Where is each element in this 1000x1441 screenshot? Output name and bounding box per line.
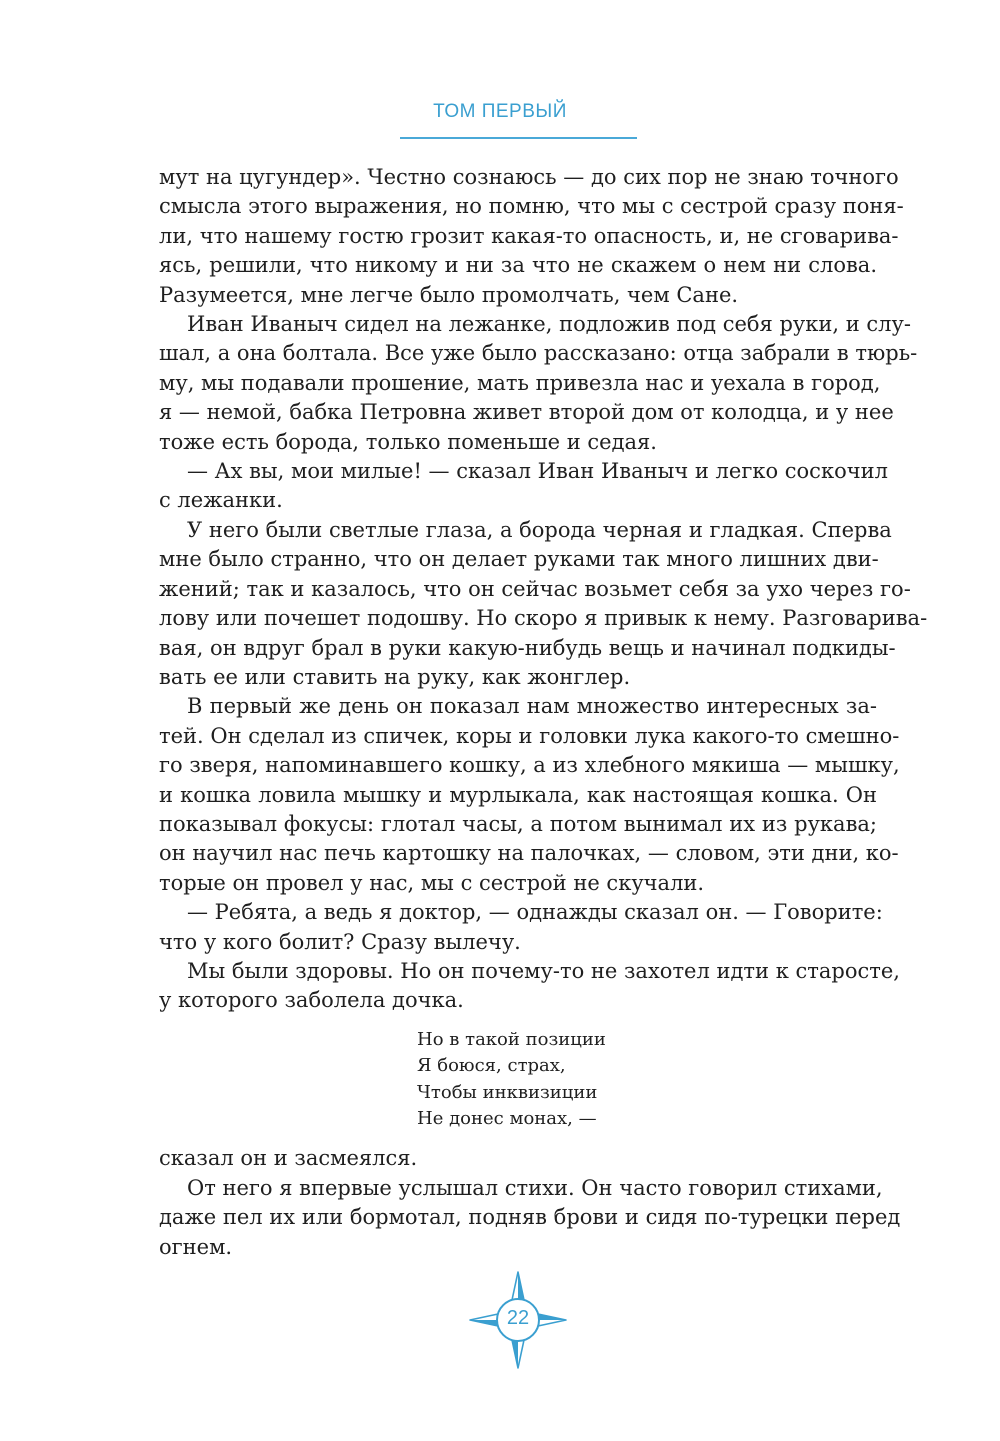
- text-line: вая, он вдруг брал в руки какую-нибудь вещь и начинал подкиды-: [159, 635, 896, 660]
- text-line: мне было странно, что он делает руками так много лишних дви-: [159, 547, 879, 572]
- text-line: смысла этого выражения, но помню, что мы с сестрой сразу поня-: [159, 194, 904, 219]
- text-line: огнем.: [159, 1234, 233, 1259]
- text-line: у которого заболела дочка.: [159, 988, 464, 1013]
- running-title: ТОМ ПЕРВЫЙ: [433, 101, 567, 122]
- poem-stanza: [159, 1027, 877, 1133]
- text-line: шал, а она болтала. Все уже было рассказано: отца забрали в тюрь-: [159, 341, 918, 366]
- text-line: жений; так и казалось, что он сейчас возьмет себя за ухо через го-: [159, 576, 911, 601]
- text-line: Мы были здоровы. Но он почему-то не захотел идти к старосте,: [187, 958, 900, 983]
- text-line: му, мы подавали прошение, мать привезла нас и уехала в город,: [159, 370, 881, 395]
- text-line: От него я впервые услышал стихи. Он часто говорил стихами,: [187, 1175, 883, 1200]
- text-line: вать ее или ставить на руку, как жонглер.: [159, 664, 631, 689]
- text-line: мут на цугундер». Честно сознаюсь — до сих пор не знаю точного: [159, 165, 899, 189]
- header-rule: [400, 137, 637, 139]
- text-line: что у кого болит? Сразу вылечу.: [159, 929, 521, 954]
- text-line: торые он провел у нас, мы с сестрой не скучали.: [159, 870, 705, 895]
- text-line: ли, что нашему гостю грозит какая-то опасность, и, не сговарива-: [159, 223, 899, 248]
- poem-line: Чтобы инквизиции: [417, 1081, 598, 1103]
- text-line: тоже есть борода, только поменьше и седая.: [159, 429, 657, 454]
- text-line: и кошка ловила мышку и мурлыкала, как настоящая кошка. Он: [159, 782, 877, 807]
- page-number-ornament: [468, 1270, 568, 1370]
- text-line: У него были светлые глаза, а борода черная и гладкая. Сперва: [187, 517, 892, 542]
- text-line: В первый же день он показал нам множество интересных за-: [187, 694, 877, 719]
- body-text: [159, 163, 928, 1262]
- poem-line: Не донес монах, —: [417, 1108, 597, 1129]
- text-line: он научил нас печь картошку на палочках, — словом, эти дни, ко-: [159, 841, 899, 866]
- text-line: — Ах вы, мои милые! — сказал Иван Иваныч и легко соскочил: [187, 459, 888, 484]
- text-line: даже пел их или бормотал, подняв брови и сидя по-турецки перед: [159, 1205, 901, 1230]
- poem-line: Но в такой позиции: [417, 1028, 606, 1050]
- text-line: тей. Он сделал из спичек, коры и головки лука какого-то смешно-: [159, 723, 900, 748]
- text-line: ясь, решили, что никому и ни за что не скажем о нем ни слова.: [159, 253, 877, 278]
- text-line: лову или почешет подошву. Но скоро я привык к нему. Разговарива-: [159, 606, 928, 631]
- poem-line: Я боюся, страх,: [417, 1055, 566, 1077]
- text-line: сказал он и засмеялся.: [159, 1146, 418, 1171]
- page-number: 22: [506, 1307, 530, 1329]
- text-line: — Ребята, а ведь я доктор, — однажды сказал он. — Говорите:: [187, 900, 883, 925]
- text-line: Разумеется, мне легче было промолчать, чем Сане.: [159, 282, 739, 307]
- text-line: я — немой, бабка Петровна живет второй дом от колодца, и у нее: [159, 400, 894, 425]
- text-line: показывал фокусы: глотал часы, а потом вынимал их из рукава;: [159, 811, 877, 836]
- text-line: Иван Иваныч сидел на лежанке, подложив под себя руки, и слу-: [187, 312, 911, 337]
- text-line: с лежанки.: [159, 488, 283, 513]
- text-line: го зверя, напоминавшего кошку, а из хлебного мякиша — мышку,: [159, 753, 900, 778]
